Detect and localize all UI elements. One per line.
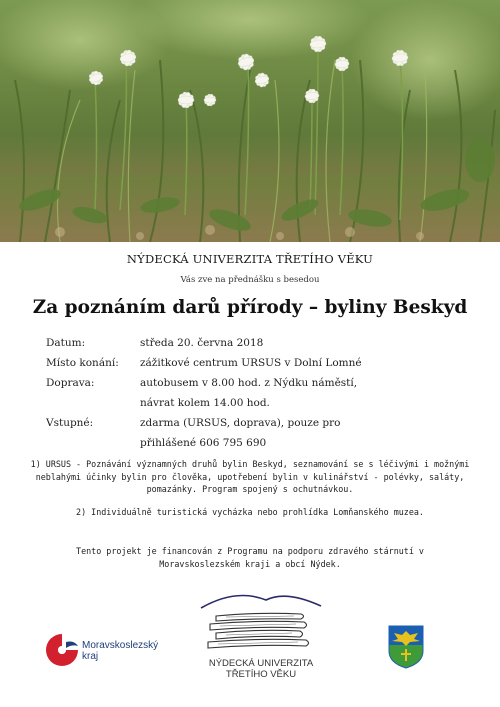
- detail-value: středa 20. června 2018: [140, 337, 264, 349]
- flower-photo-illustration: [0, 0, 500, 242]
- invitation-text: Vás zve na přednášku s besedou: [180, 275, 320, 285]
- university-logo-line1: NÝDECKÁ UNIVERZITA: [208, 658, 314, 669]
- university-logo: [196, 586, 326, 686]
- region-name-line1: Moravskoslezský: [82, 640, 159, 651]
- detail-value: přihlášené 606 795 690: [140, 437, 267, 449]
- program-item-2: 2) Individuálně turistická vycházka nebo prohlídka Lomňanského muzea.: [76, 506, 424, 517]
- detail-value: návrat kolem 14.00 hod.: [140, 397, 270, 409]
- detail-row-admission: [46, 413, 466, 433]
- municipal-crest: [388, 625, 424, 669]
- detail-value: autobusem v 8.00 hod. z Nýdku náměstí,: [140, 377, 358, 389]
- region-name-line2: kraj: [82, 651, 99, 662]
- detail-row-date: [46, 333, 466, 353]
- detail-row-admission-phone: [46, 433, 466, 453]
- eagle-crest-icon: [388, 625, 424, 669]
- region-logo: [44, 630, 159, 670]
- university-logo-line2: TŘETÍHO VĚKU: [225, 669, 297, 680]
- funding-note: Tento projekt je financován z Programu na podporu zdravého stárnutí v Moravskoslezském kraji a obcí Nýdek.: [76, 546, 424, 569]
- region-emblem-icon: [44, 632, 80, 668]
- program-section: [30, 458, 470, 518]
- program-item-1: 1) URSUS - Poznávání významných druhů bylin Beskyd, seznamování se s léčivými i možnými neblahými účinky bylin pro člověka, upotřebení bylin v kulinářství - polévky, saláty, pomazánky. Program spojený s ochutnávkou.: [30, 459, 470, 494]
- region-logo-text: [82, 640, 158, 662]
- university-heading: NÝDECKÁ UNIVERZITA TŘETÍHO VĚKU: [126, 252, 374, 266]
- detail-label: Datum:: [46, 337, 86, 349]
- detail-label: Vstupné:: [46, 417, 94, 429]
- detail-value: zdarma (URSUS, doprava), pouze pro: [140, 417, 341, 429]
- books-mountain-icon: [196, 586, 326, 658]
- detail-value: zážitkové centrum URSUS v Dolní Lomné: [140, 357, 362, 369]
- detail-row-transport: [46, 373, 466, 393]
- detail-label: Místo konání:: [46, 357, 119, 369]
- header-photo-flowers: [0, 0, 500, 242]
- detail-row-venue: [46, 353, 466, 373]
- lecture-title: Za poznáním darů přírody – byliny Beskyd: [32, 297, 468, 318]
- detail-row-transport-return: [46, 393, 466, 413]
- event-details: [46, 333, 466, 453]
- university-logo-text: [196, 658, 326, 680]
- detail-label: Doprava:: [46, 377, 95, 389]
